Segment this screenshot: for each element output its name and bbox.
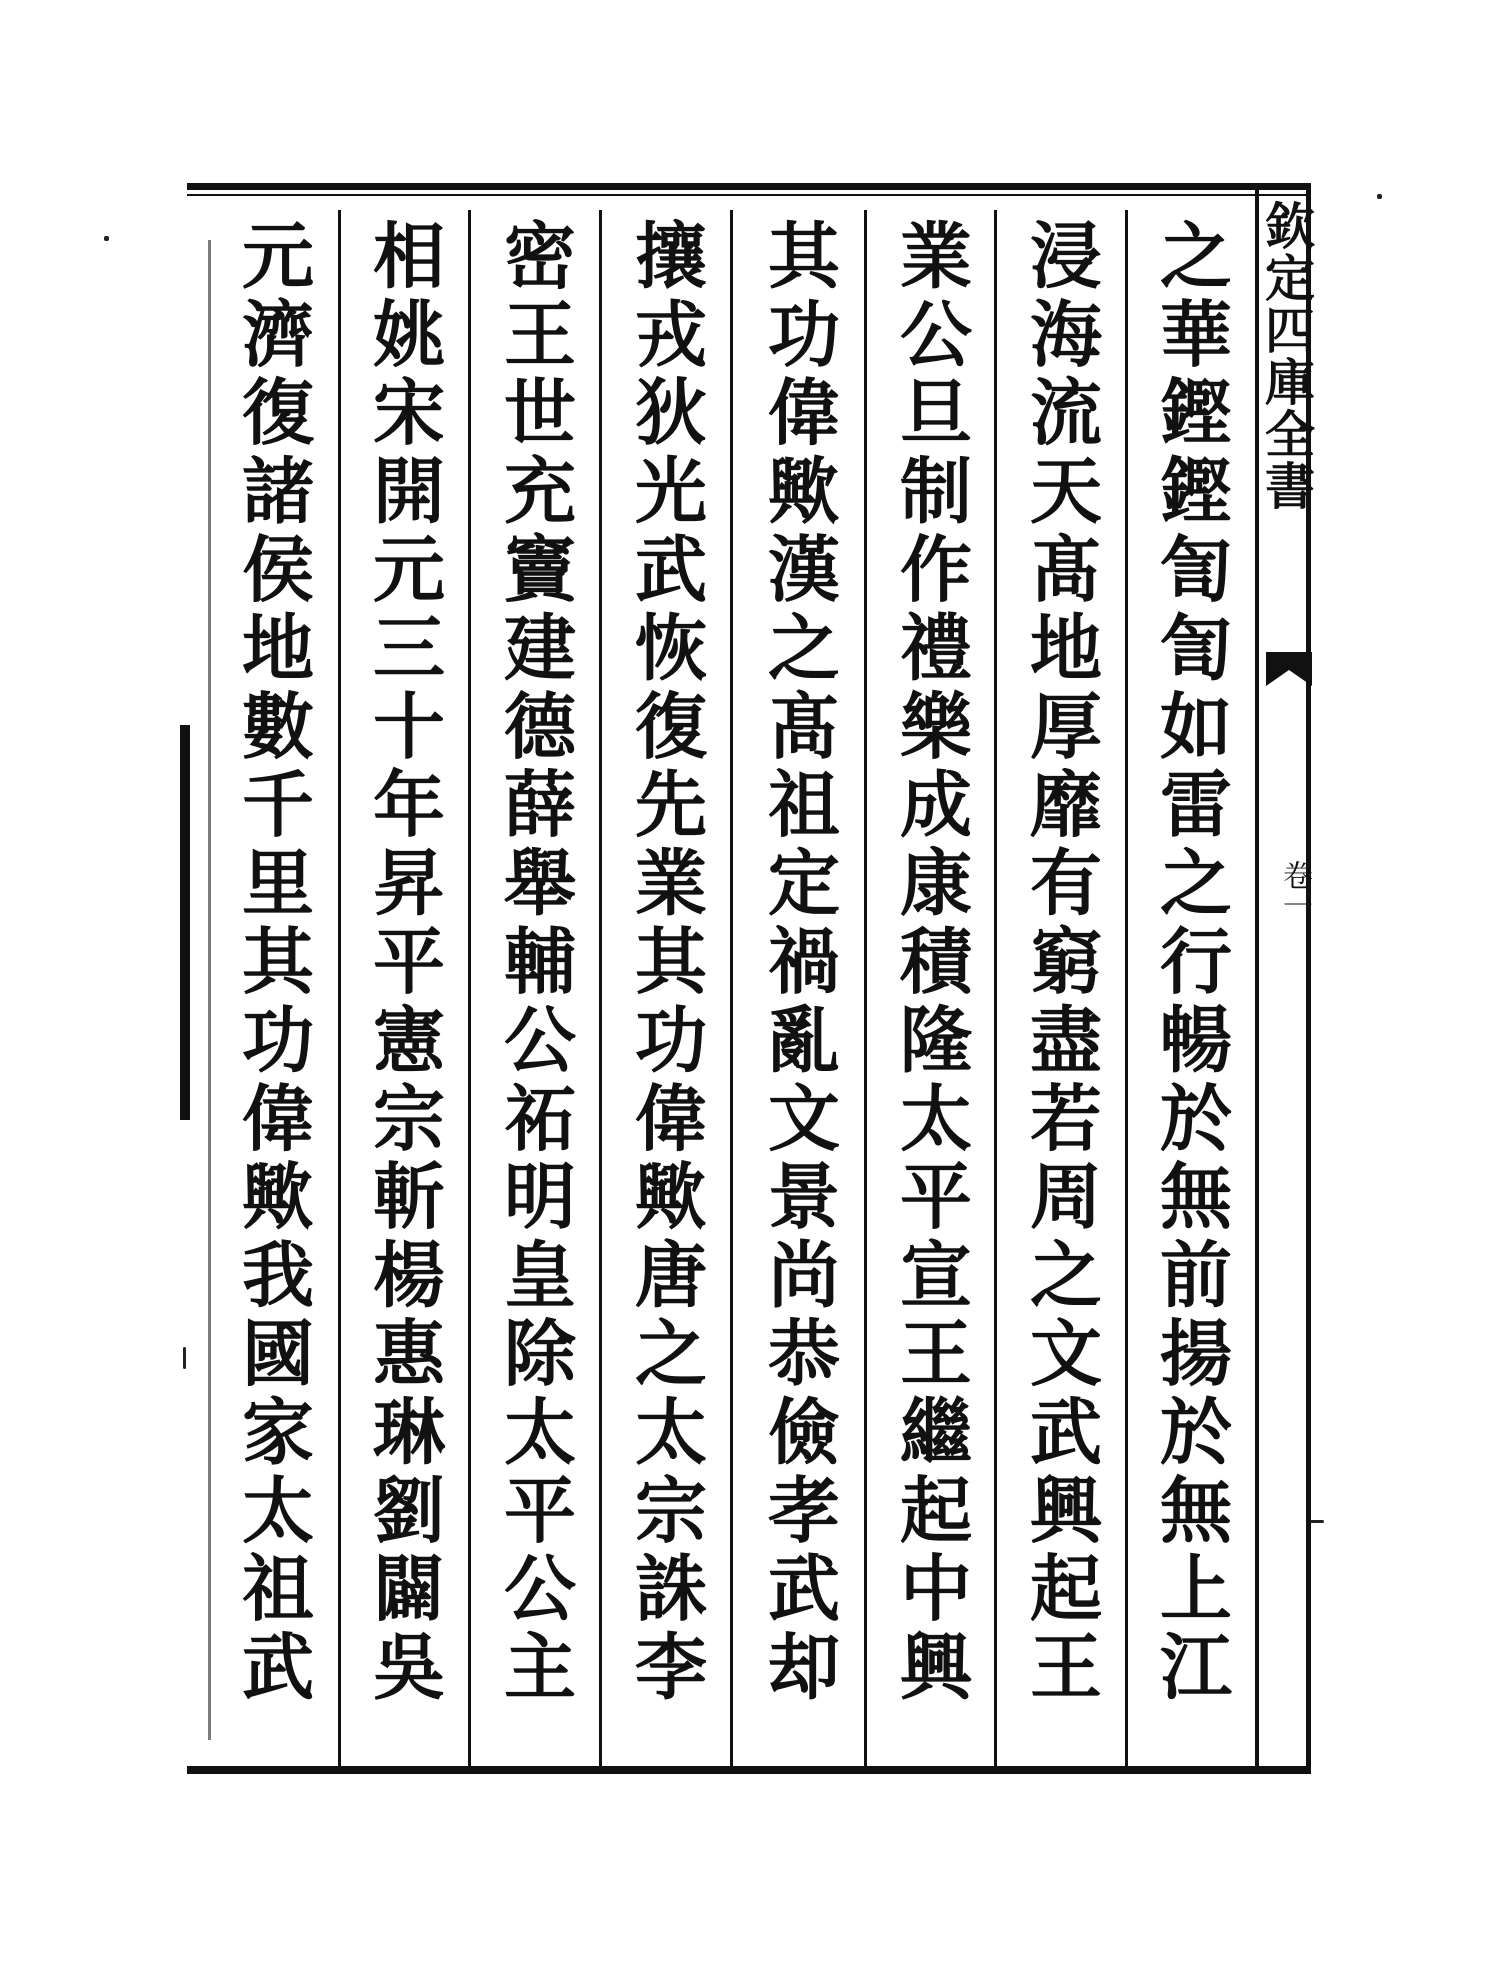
column-divider: [338, 210, 341, 1766]
bottom-border: [187, 1766, 1309, 1774]
column-divider: [599, 210, 602, 1766]
text-column-2: 浸海流天髙地厚靡有窮盡若周之文武興起王: [1018, 218, 1103, 1708]
margin-title: 欽定四庫全書: [1257, 200, 1316, 512]
scan-speck: [1377, 194, 1382, 199]
text-column-5: 攘戎狄光武恢復先業其功偉歟唐之太宗誅李: [623, 218, 708, 1708]
scan-speck: [1310, 1520, 1324, 1523]
text-column-1: 之華鏗鏗訇訇如雷之行暢於無前揚於無上江: [1148, 218, 1233, 1708]
left-border: [208, 240, 211, 1740]
column-divider: [468, 210, 471, 1766]
column-divider: [730, 210, 733, 1766]
text-column-4: 其功偉歟漢之髙祖定禍亂文景尚恭儉孝武却: [756, 218, 841, 1708]
text-column-7: 相姚宋開元三十年昇平憲宗斬楊惠琳劉闢吳: [361, 218, 446, 1708]
text-column-3: 業公旦制作禮樂成康積隆太平宣王繼起中興: [888, 218, 973, 1708]
text-column-6: 密王世充竇建德薛舉輔公祏明皇除太平公主: [492, 218, 577, 1708]
fishtail-mark-icon: [1266, 652, 1312, 686]
juan-number: 卷一: [1277, 860, 1312, 920]
column-divider: [1125, 210, 1128, 1766]
text-column-8: 元濟復諸侯地數千里其功偉歟我國家太祖武: [230, 218, 315, 1708]
left-thick-bar: [180, 725, 190, 1120]
column-divider: [994, 210, 997, 1766]
top-border-inner: [187, 194, 1309, 196]
scan-speck: [104, 236, 109, 241]
top-border: [187, 183, 1309, 190]
column-divider: [864, 210, 867, 1766]
scan-speck: [183, 1347, 186, 1369]
